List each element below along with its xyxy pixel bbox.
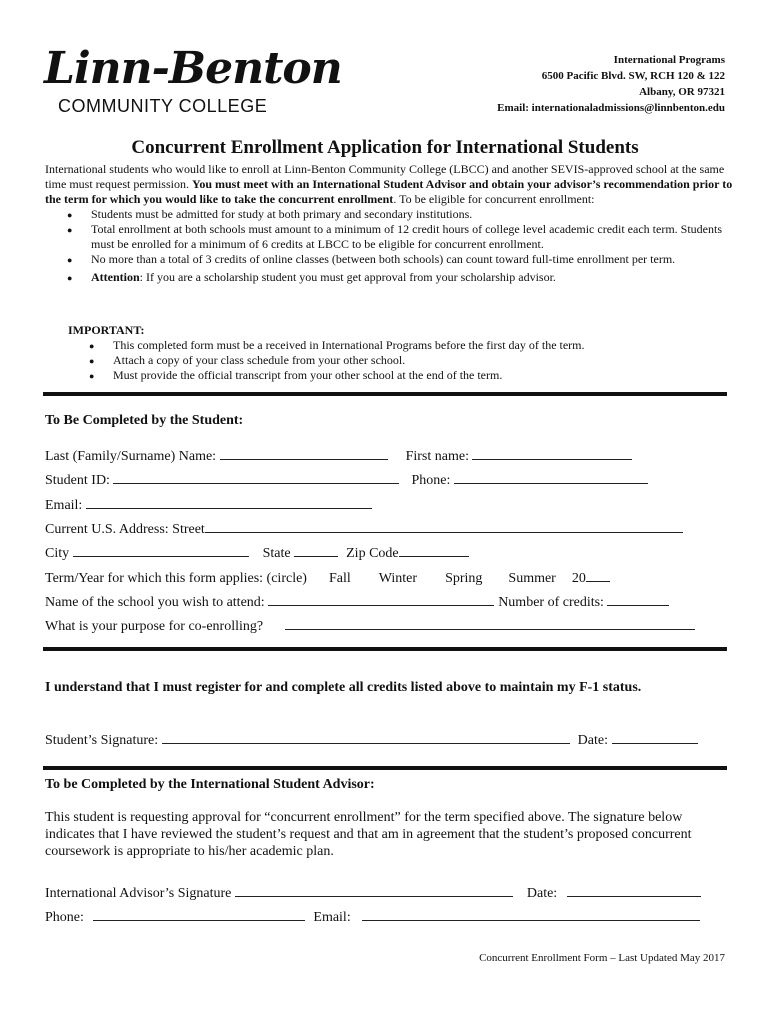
important-section [68,323,728,383]
school-field[interactable] [268,591,494,606]
state-label: State [262,546,295,561]
advisor-date-label: Date: [526,886,561,901]
advisor-signature-label: International Advisor’s Signature [45,886,235,901]
student-signature-label: Student’s Signature: [45,733,162,748]
term-option-winter[interactable]: Winter [378,571,418,586]
purpose-field[interactable] [285,615,695,630]
year-field[interactable] [586,567,610,582]
advisor-signature-row [45,882,701,903]
advisor-phone-field[interactable] [93,906,305,921]
student-id-label: Student ID: [45,473,114,488]
eligibility-list [45,207,735,285]
contact-email: Email: internationaladmissions@linnbenton.edu [497,102,725,114]
advisor-date-field[interactable] [567,882,701,897]
student-id-field[interactable] [113,469,399,484]
school-label: Name of the school you wish to attend: [45,595,269,610]
important-list [68,338,728,383]
section-divider [43,392,727,396]
agreement-statement: I understand that I must register for and complete all credits listed above to maintain my F-1 status. [45,680,642,695]
phone-field[interactable] [454,469,648,484]
school-row [45,591,669,612]
address-row [45,518,683,539]
advisor-signature-field[interactable] [235,882,513,897]
credits-field[interactable] [607,591,669,606]
first-name-field[interactable] [472,445,632,460]
address-label: Current U.S. Address: Street [45,522,205,537]
zip-field[interactable] [399,542,469,557]
section-divider [43,766,727,770]
important-heading: IMPORTANT: [68,323,145,337]
intro-paragraph [45,162,735,207]
city-label: City [45,546,73,561]
student-signature-row [45,729,698,750]
important-item: ● This completed form must be a received in International Programs before the first day of the term. [113,338,728,353]
city-field[interactable] [73,542,249,557]
student-signature-field[interactable] [162,729,570,744]
advisor-paragraph: This student is requesting approval for “concurrent enrollment” for the term specified above. The signature below indicates that I have reviewed the student’s request and that am in agreement that the student’s proposed concurrent coursework is appropriate to his/her academic plan. [45,810,692,859]
intro-section [45,162,735,285]
email-label: Email: [45,498,86,513]
term-option-fall[interactable]: Fall [328,571,351,586]
intro-bold-text: You must meet with an International Student Advisor and obtain your advisor’s recommendation prior to the term for which you would like to take the concurrent enrollment [45,177,733,206]
credits-label: Number of credits: [498,595,608,610]
contact-office: International Programs [613,54,725,66]
contact-address: 6500 Pacific Blvd. SW, RCH 120 & 122 [541,70,725,82]
intro-end-text: . To be eligible for concurrent enrollment: [393,192,595,206]
intro-text: International students who would like to enroll at Linn-Benton Community College (LBCC) and another SEVIS-approved school at the same time must request permission. [45,162,725,191]
eligibility-item-attention [91,270,735,285]
page-footer: Concurrent Enrollment Form – Last Updated May 2017 [479,952,725,964]
last-name-field[interactable] [220,445,388,460]
purpose-row [45,615,695,636]
important-item: ● Attach a copy of your class schedule from your other school. [113,353,728,368]
state-field[interactable] [294,542,338,557]
email-field[interactable] [86,494,372,509]
contact-city: Albany, OR 97321 [639,86,725,98]
student-section-heading: To Be Completed by the Student: [45,413,244,428]
zip-label: Zip Code [346,546,399,561]
purpose-label: What is your purpose for co-enrolling? [45,619,264,634]
advisor-email-field[interactable] [362,906,700,921]
eligibility-item: ● Students must be admitted for study at both primary and secondary institutions. [91,207,735,222]
attention-text: : If you are a scholarship student you must get approval from your scholarship advisor. [139,270,556,284]
email-row [45,494,372,515]
advisor-email-label: Email: [313,910,355,925]
contact-block [497,52,725,116]
college-logo-subtitle: COMMUNITY COLLEGE [58,96,268,116]
term-option-spring[interactable]: Spring [445,571,483,586]
college-logo-script: Linn-Benton [44,43,342,94]
student-date-label: Date: [577,733,612,748]
advisor-contact-row [45,906,700,927]
important-item: ● Must provide the official transcript from your other school at the end of the term. [113,368,728,383]
name-row [45,445,632,466]
advisor-section-heading: To be Completed by the International Student Advisor: [45,777,375,792]
section-divider [43,647,727,651]
attention-label: Attention [91,270,140,284]
address-field[interactable] [205,518,683,533]
eligibility-item: ● Total enrollment at both schools must amount to a minimum of 12 credit hours of college level academic credit each term. Students must be enrolled for a minimum of 6 credits at LBCC to be eligible for concurrent enrollment. [91,222,735,252]
page-title: Concurrent Enrollment Application for International Students [131,137,639,158]
last-name-label: Last (Family/Surname) Name: [45,449,220,464]
term-label: Term/Year for which this form applies: (circle) [45,571,307,586]
eligibility-item: ● No more than a total of 3 credits of online classes (between both schools) can count toward full-time enrollment per term. [91,252,735,267]
phone-label: Phone: [411,473,454,488]
city-row [45,542,469,563]
first-name-label: First name: [405,449,473,464]
advisor-phone-label: Phone: [45,910,88,925]
term-option-summer[interactable]: Summer [508,571,556,586]
term-row [45,567,610,588]
student-date-field[interactable] [612,729,698,744]
id-phone-row [45,469,648,490]
year-prefix: 20 [571,571,586,586]
